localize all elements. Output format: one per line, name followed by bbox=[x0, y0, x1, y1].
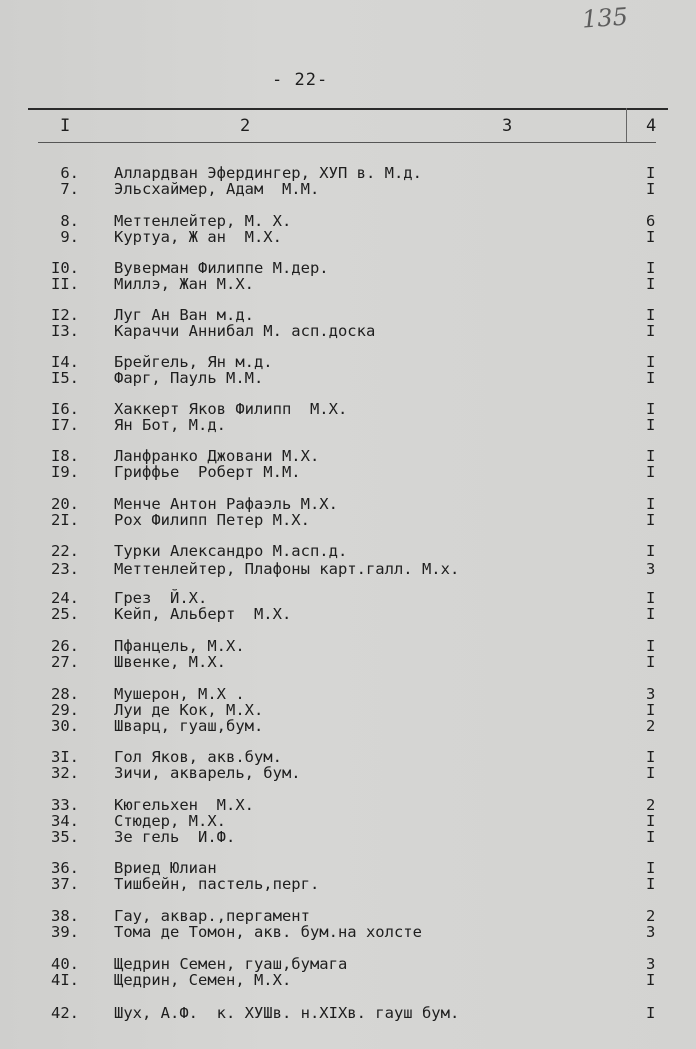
entry-number: I4. bbox=[51, 353, 79, 371]
entry-title: Куртуа, Ж ан М.Х. bbox=[114, 228, 282, 246]
entry-row bbox=[0, 561, 696, 577]
entry-count: I bbox=[646, 1004, 656, 1022]
entry-number: 28. bbox=[51, 685, 79, 703]
entry-number: 20. bbox=[51, 495, 79, 513]
entry-title: Тома де Томон, акв. бум.на холсте bbox=[114, 923, 422, 941]
entry-count: 3 bbox=[646, 685, 656, 703]
entry-row bbox=[0, 813, 696, 829]
entry-number: 36. bbox=[51, 859, 79, 877]
entry-number: 22. bbox=[51, 542, 79, 560]
entry-row bbox=[0, 686, 696, 702]
entry-count: I bbox=[646, 542, 656, 560]
entry-count: I bbox=[646, 971, 656, 989]
entry-row bbox=[0, 448, 696, 464]
entry-title: Вуверман Филиппе М.дер. bbox=[114, 259, 329, 277]
entry-title: Гриффье Роберт М.М. bbox=[114, 463, 301, 481]
entry-row bbox=[0, 654, 696, 670]
entry-number: I9. bbox=[51, 463, 79, 481]
entry-row bbox=[0, 213, 696, 229]
entry-count: I bbox=[646, 764, 656, 782]
entry-count: I bbox=[646, 859, 656, 877]
entry-number: 32. bbox=[51, 764, 79, 782]
entry-title: Аллардван Эфердингер, ХУП в. М.д. bbox=[114, 164, 422, 182]
entry-row bbox=[0, 464, 696, 480]
entry-row bbox=[0, 972, 696, 988]
entry-number: 7. bbox=[60, 180, 79, 198]
entry-row bbox=[0, 606, 696, 622]
entry-number: 37. bbox=[51, 875, 79, 893]
entry-number: 4I. bbox=[51, 971, 79, 989]
entry-title: Караччи Аннибал М. асп.доска bbox=[114, 322, 376, 340]
entry-title: Стюдер, М.Х. bbox=[114, 812, 226, 830]
entry-count: I bbox=[646, 748, 656, 766]
entry-number: 6. bbox=[60, 164, 79, 182]
entry-count: I bbox=[646, 605, 656, 623]
entry-row bbox=[0, 718, 696, 734]
archive-number: 135 bbox=[581, 2, 629, 34]
entry-count: 2 bbox=[646, 796, 656, 814]
entry-row bbox=[0, 512, 696, 528]
entry-title: Грез Й.Х. bbox=[114, 589, 208, 607]
header-underline bbox=[38, 142, 656, 143]
entry-count: I bbox=[646, 828, 656, 846]
entry-count: I bbox=[646, 495, 656, 513]
entry-title: Щедрин, Семен, М.Х. bbox=[114, 971, 292, 989]
entry-title: Зе гель И.Ф. bbox=[114, 828, 236, 846]
entry-title: Луи де Кок, М.Х. bbox=[114, 701, 264, 719]
entry-count: I bbox=[646, 259, 656, 277]
entry-count: I bbox=[646, 701, 656, 719]
entry-row bbox=[0, 417, 696, 433]
entry-row bbox=[0, 860, 696, 876]
entry-title: Ян Бот, М.д. bbox=[114, 416, 226, 434]
entry-row bbox=[0, 354, 696, 370]
entry-number: 25. bbox=[51, 605, 79, 623]
column-header-1: I bbox=[60, 116, 71, 136]
entry-number: 35. bbox=[51, 828, 79, 846]
entry-number: 9. bbox=[60, 228, 79, 246]
entry-number: II. bbox=[51, 275, 79, 293]
entry-row bbox=[0, 323, 696, 339]
page-number: - 22- bbox=[272, 70, 329, 90]
entry-count: I bbox=[646, 511, 656, 529]
entry-number: 39. bbox=[51, 923, 79, 941]
entry-count: 2 bbox=[646, 717, 656, 735]
entry-title: Брейгель, Ян м.д. bbox=[114, 353, 273, 371]
entry-count: I bbox=[646, 653, 656, 671]
column-header-3: 3 bbox=[502, 116, 513, 136]
column-header-4: 4 bbox=[646, 116, 657, 136]
entry-row bbox=[0, 229, 696, 245]
entry-row bbox=[0, 260, 696, 276]
entry-row bbox=[0, 765, 696, 781]
entry-title: Шварц, гуаш,бум. bbox=[114, 717, 264, 735]
entry-number: 42. bbox=[51, 1004, 79, 1022]
entry-number: I0. bbox=[51, 259, 79, 277]
entry-count: 3 bbox=[646, 923, 656, 941]
entry-count: I bbox=[646, 275, 656, 293]
entry-number: 29. bbox=[51, 701, 79, 719]
entry-title: Гау, аквар.,пергамент bbox=[114, 907, 310, 925]
column-header-2: 2 bbox=[240, 116, 251, 136]
entry-title: Хаккерт Яков Филипп М.Х. bbox=[114, 400, 348, 418]
entry-row bbox=[0, 370, 696, 386]
entry-row bbox=[0, 829, 696, 845]
entry-title: Меттенлейтер, М. Х. bbox=[114, 212, 292, 230]
entry-title: Турки Александро М.асп.д. bbox=[114, 542, 348, 560]
entry-title: Зичи, акварель, бум. bbox=[114, 764, 301, 782]
entry-count: I bbox=[646, 400, 656, 418]
entry-row bbox=[0, 590, 696, 606]
entry-count: I bbox=[646, 589, 656, 607]
entry-number: 40. bbox=[51, 955, 79, 973]
entry-row bbox=[0, 956, 696, 972]
entry-count: I bbox=[646, 322, 656, 340]
entry-count: I bbox=[646, 416, 656, 434]
entry-number: 23. bbox=[51, 560, 79, 578]
entry-title: Швенке, М.Х. bbox=[114, 653, 226, 671]
entry-number: 33. bbox=[51, 796, 79, 814]
entry-title: Щедрин Семен, гуаш,бумага bbox=[114, 955, 348, 973]
entry-title: Кейп, Альберт М.Х. bbox=[114, 605, 292, 623]
entry-count: I bbox=[646, 875, 656, 893]
entry-row bbox=[0, 876, 696, 892]
entry-number: 3I. bbox=[51, 748, 79, 766]
entry-row bbox=[0, 908, 696, 924]
entry-number: 8. bbox=[60, 212, 79, 230]
entry-number: I5. bbox=[51, 369, 79, 387]
entry-count: I bbox=[646, 447, 656, 465]
column-divider bbox=[626, 108, 627, 142]
entry-count: 2 bbox=[646, 907, 656, 925]
entry-count: I bbox=[646, 306, 656, 324]
entry-title: Рох Филипп Петер М.Х. bbox=[114, 511, 310, 529]
entry-row bbox=[0, 165, 696, 181]
entry-number: 26. bbox=[51, 637, 79, 655]
entry-title: Вриед Юлиан bbox=[114, 859, 217, 877]
entry-title: Ланфранко Джовани М.Х. bbox=[114, 447, 320, 465]
entry-title: Луг Ан Ван м.д. bbox=[114, 306, 254, 324]
entry-row bbox=[0, 401, 696, 417]
entry-row bbox=[0, 749, 696, 765]
entry-count: I bbox=[646, 164, 656, 182]
entry-number: I8. bbox=[51, 447, 79, 465]
entry-count: I bbox=[646, 812, 656, 830]
entry-row bbox=[0, 543, 696, 559]
entry-title: Миллэ, Жан М.Х. bbox=[114, 275, 254, 293]
entry-number: 34. bbox=[51, 812, 79, 830]
entry-number: 38. bbox=[51, 907, 79, 925]
entry-row bbox=[0, 702, 696, 718]
entry-count: 3 bbox=[646, 955, 656, 973]
entry-title: Кюгельхен М.Х. bbox=[114, 796, 254, 814]
entry-number: I7. bbox=[51, 416, 79, 434]
entry-title: Меттенлейтер, Плафоны карт.галл. М.х. bbox=[114, 560, 460, 578]
entry-count: 6 bbox=[646, 212, 656, 230]
entry-row bbox=[0, 1005, 696, 1021]
entry-number: 30. bbox=[51, 717, 79, 735]
entry-number: I6. bbox=[51, 400, 79, 418]
entry-count: I bbox=[646, 463, 656, 481]
entry-count: 3 bbox=[646, 560, 656, 578]
entry-row bbox=[0, 638, 696, 654]
entry-number: 24. bbox=[51, 589, 79, 607]
entry-count: I bbox=[646, 180, 656, 198]
header-rule bbox=[28, 108, 668, 110]
entry-number: I2. bbox=[51, 306, 79, 324]
entry-row bbox=[0, 307, 696, 323]
entry-row bbox=[0, 181, 696, 197]
entry-title: Фарг, Пауль М.М. bbox=[114, 369, 264, 387]
entry-row bbox=[0, 496, 696, 512]
entry-count: I bbox=[646, 353, 656, 371]
entry-title: Менче Антон Рафаэль М.Х. bbox=[114, 495, 338, 513]
entry-row bbox=[0, 276, 696, 292]
entry-count: I bbox=[646, 369, 656, 387]
entry-title: Эльсхаймер, Адам М.М. bbox=[114, 180, 320, 198]
entry-title: Пфанцель, М.Х. bbox=[114, 637, 245, 655]
entry-title: Мушерон, М.Х . bbox=[114, 685, 245, 703]
entry-number: I3. bbox=[51, 322, 79, 340]
entry-title: Гол Яков, акв.бум. bbox=[114, 748, 282, 766]
entry-title: Шух, А.Ф. к. ХУШв. н.XIXв. гауш бум. bbox=[114, 1004, 460, 1022]
entry-number: 2I. bbox=[51, 511, 79, 529]
entry-count: I bbox=[646, 637, 656, 655]
entry-row bbox=[0, 924, 696, 940]
entry-row bbox=[0, 797, 696, 813]
entry-count: I bbox=[646, 228, 656, 246]
entry-title: Тишбейн, пастель,перг. bbox=[114, 875, 320, 893]
entry-number: 27. bbox=[51, 653, 79, 671]
